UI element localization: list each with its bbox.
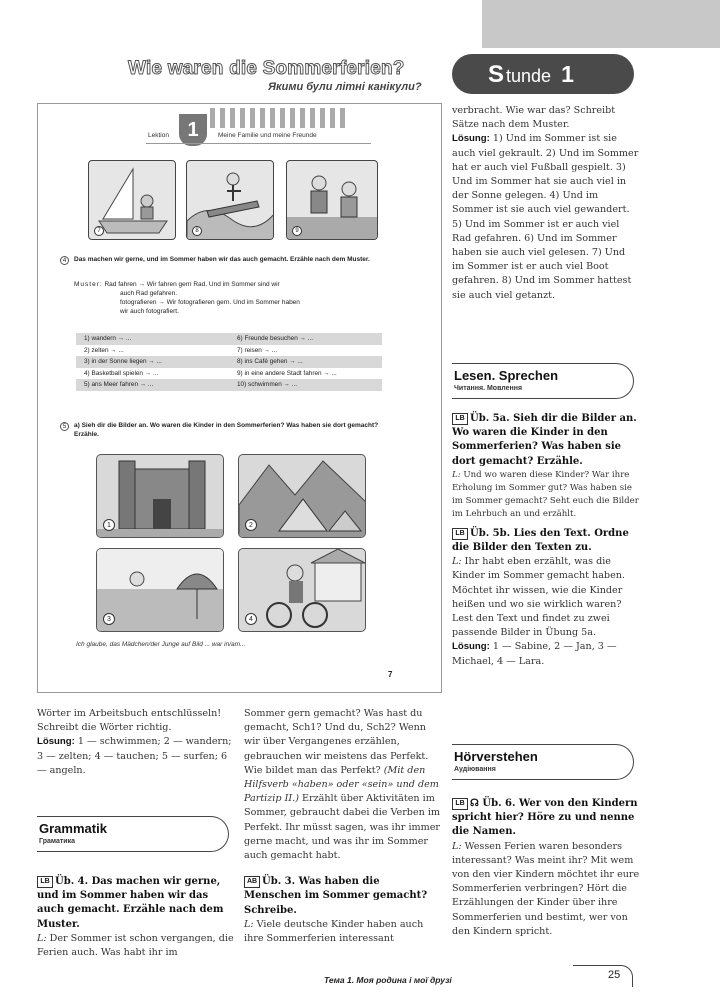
- grammatik-content: LB Üb. 4. Das machen wir gerne, und im Sommer haben wir das auch gemacht. Erzähle nach dem Muster. L: Der Sommer ist schon vergangen, die Ferien auch. Was habt ihr im: [37, 876, 234, 959]
- grid-row: 1) wandern → ... 6) Freunde besuchen → ...: [76, 333, 382, 345]
- picture-1-castle: 1: [96, 454, 224, 538]
- task-4-number: 4: [60, 256, 69, 265]
- audio-icon: ☊: [470, 798, 483, 809]
- task-4-heading: Das machen wir gerne, und im Sommer haben wir das auch gemacht. Erzähle nach dem Muster.: [74, 256, 370, 263]
- middle-column: Sommer gern gemacht? Was hast du gemacht, Sch1? Und du, Sch2? Wenn wir über Vergangenes erzählen, gebrauchen wir meistens das Perfekt. Wie bildet man das Perfekt? (Mit den Hilfsverb «haben» oder «sein» und dem Partizip II.) Erzählt über Aktivitäten im Sommer, gebraucht dabei die Verben im Perfekt. Ihr müsst sagen, was ihr immer gerne macht, und was ihr im Sommer auch gemacht habt. AB Üb. 3. Was haben die Menschen im Sommer gemacht? Schreibe. L: Viele deutsche Kinder haben auch ihre Sommerferien interessant: [244, 708, 441, 945]
- grid-row: 4) Basketball spielen → ... 9) in eine andere Stadt fahren → ...: [84, 369, 337, 377]
- textbook-icon: LB: [452, 528, 468, 540]
- task-4-muster: Muster: Rad fahren → Wir fahren gern Rad. Und im Sommer sind wir auch Rad gefahren. fotografieren → Wir fotografieren gern. Und im Sommer haben wir auch fotografiert.: [74, 281, 300, 315]
- illustration-sailing: 7: [88, 160, 176, 240]
- task-5-number: 5: [60, 422, 69, 431]
- footer-page-box: [573, 965, 633, 987]
- stunde-word: tunde: [506, 66, 552, 86]
- illustration-surfing: 8: [186, 160, 274, 240]
- workbook-icon: AB: [244, 876, 260, 888]
- picture-4-cycling: 4: [238, 548, 366, 632]
- textbook-icon: LB: [452, 413, 468, 425]
- lektion-title: Meine Familie und meine Freunde: [218, 132, 317, 139]
- grid-row: 3) in der Sonne liegen → ... 8) ins Café gehen → ...: [76, 356, 382, 368]
- muster-label: Muster:: [74, 281, 103, 288]
- left-column-bottom: Wörter im Arbeitsbuch entschlüsseln! Schreibt die Wörter richtig. Lösung: 1 — schwimmen; 2 — wandern; 3 — zelten; 4 — tauchen; 5 — surfen; 6 — angeln.: [37, 708, 232, 776]
- textbook-page-scan: [37, 103, 442, 693]
- right-column-top: verbracht. Wie war das? Schreibt Sätze nach dem Muster. Lösung: 1) Und im Sommer ist sie auch viel gekrault. 2) Und im Sommer hat er auch viel Fußball gespielt. 3) Und im Sommer hat sie auch viel in der Sonne gelegen. 4) Und im Sommer ist sie auch viel gewandert. 5) Und im Sommer ist er auch viel Rad gefahren. 6) Und im Sommer haben sie auch viel gelesen. 7) Und im Sommer ist er auch viel Boot gefahren. 8) Und im Sommer hattest sie auch viel getanzt.: [452, 105, 639, 301]
- lektion-header: Lektion Meine Familie und meine Freunde: [148, 132, 317, 139]
- loesung-label: Lösung:: [452, 133, 490, 145]
- lektion-number: 1: [179, 114, 207, 146]
- task-5-caption: Ich glaube, das Mädchen/der Junge auf Bild ... war in/am...: [76, 641, 246, 648]
- header-rule: [146, 143, 371, 144]
- page-title: Wie waren die Sommerferien?: [128, 58, 405, 79]
- illustration-hiking: 9: [286, 160, 378, 240]
- section-hoerverstehen: Hörverstehen Аудіювання: [452, 744, 634, 780]
- book-page-number: 7: [388, 670, 393, 679]
- textbook-icon: LB: [452, 798, 468, 810]
- stunde-initial: S: [488, 61, 505, 88]
- picture-3-beach: 3: [96, 548, 224, 632]
- hoer-content: LB ☊ Üb. 6. Wer von den Kindern spricht hier? Höre zu und nenne die Namen. L: Wessen Ferien waren besonders interessant? Was meint ihr? Mit wem von den vier Kindern möchtet ihr eure Sommerferien verbringen? Hört die Erzählungen der Kinder über ihre Sommerferien und bestimt, wer von den Kindern spricht.: [452, 798, 640, 937]
- grid-row: 5) ans Meer fahren → ... 10) schwimmen → ...: [76, 379, 382, 391]
- stunde-number: 1: [561, 61, 574, 87]
- textbook-icon: LB: [37, 876, 53, 888]
- lesen-content: LB Üb. 5a. Sieh dir die Bilder an. Wo waren die Kinder in den Sommerferien? Was haben sie dort gemacht? Erzähle. L: Und wo waren diese Kinder? War ihre Erholung im Sommer gut? Was haben sie im Sommer gemacht? Seht euch die Bilder im Lehrbuch an und erzählt. LB Üb. 5b. Lies den Text. Ordne die Bilder den Texten zu. L: Ihr habt eben erzählt, was die Kinder im Sommer gemacht haben. Möchtet ihr wissen, wie die Kinder heißen und wo sie wirklich waren? Lest den Text und findet zu zwei passende Bilder in Übung 5a. Lösung: 1 — Sabine, 2 — Jan, 3 — Michael, 4 — Lara.: [452, 413, 639, 667]
- exercise-grid: [76, 333, 382, 391]
- section-lesen-sprechen: Lesen. Sprechen Читання. Мовлення: [452, 363, 634, 399]
- page-number: 25: [608, 969, 621, 981]
- footer-topic: Тема 1. Моя родина і мої друзі: [324, 975, 452, 985]
- stunde-badge: [452, 54, 634, 94]
- corner-block: [482, 0, 720, 48]
- grid-row: 2) zelten → ... 7) reisen → ...: [84, 346, 278, 354]
- picture-2-camping: 2: [238, 454, 366, 538]
- section-grammatik: Grammatik Граматика: [37, 816, 229, 852]
- task-5-heading: a) Sieh dir die Bilder an. Wo waren die Kinder in den Sommerferien? Was haben sie dort gemacht? Erzähle.: [74, 422, 379, 438]
- header-stripes: [210, 108, 350, 128]
- page-subtitle: Якими були літні канікули?: [268, 81, 422, 93]
